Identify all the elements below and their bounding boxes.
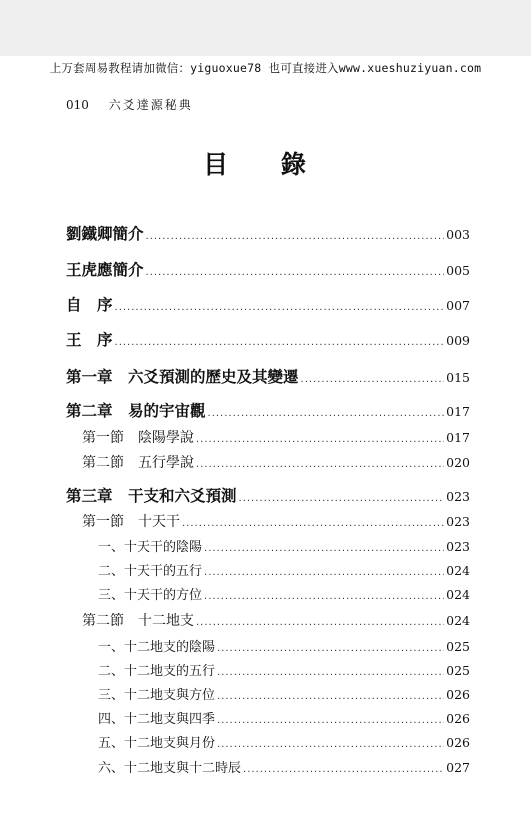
- toc-entry-label: 第二章 易的宇宙觀: [66, 402, 206, 420]
- dot-leader: [217, 643, 444, 654]
- toc-entry[interactable]: [66, 636, 470, 655]
- dot-leader: [146, 231, 445, 242]
- toc-entry-page: 005: [446, 263, 470, 278]
- dot-leader: [208, 408, 445, 419]
- toc-entry-page: 009: [446, 333, 470, 348]
- toc-entry-page: 024: [446, 563, 470, 578]
- dot-leader: [204, 591, 444, 602]
- toc-entry[interactable]: [66, 660, 470, 679]
- toc-entry[interactable]: [66, 684, 470, 703]
- toc-entry-label: 自 序: [66, 296, 113, 314]
- dot-leader: [204, 567, 444, 578]
- toc-entry-label: 四、十二地支與四季: [98, 712, 216, 727]
- toc-entry-label: 二、十天干的五行: [98, 564, 203, 579]
- toc-entry[interactable]: [66, 757, 470, 776]
- toc-entry-page: 023: [446, 539, 470, 554]
- toc-entry-page: 023: [446, 514, 470, 529]
- dot-leader: [115, 337, 445, 348]
- wechat-banner: 上万套周易教程请加微信：yiguoxue78 也可直接进入www.xueshuziyuan.com: [49, 61, 482, 75]
- toc-entry-label: 王虎應簡介: [66, 261, 144, 279]
- toc-entry[interactable]: [66, 560, 470, 579]
- running-head-book-title: 六爻達源秘典: [108, 98, 193, 112]
- dot-leader: [217, 739, 444, 750]
- toc-entry-label: 第一章 六爻預測的歷史及其變遷: [66, 368, 299, 386]
- toc-entry-label: 五、十二地支與月份: [98, 736, 216, 751]
- toc-entry-page: 024: [446, 613, 470, 628]
- dot-leader: [196, 617, 444, 628]
- toc-entry-label: 第二節 十二地支: [82, 613, 194, 629]
- dot-leader: [146, 267, 445, 278]
- toc-entry-label: 王 序: [66, 331, 113, 349]
- dot-leader: [243, 764, 444, 775]
- dot-leader: [204, 543, 444, 554]
- toc-entry[interactable]: [66, 732, 470, 751]
- toc-entry-page: 025: [446, 639, 470, 654]
- toc-entry-label: 第一節 十天干: [82, 514, 180, 530]
- running-head: [66, 96, 193, 113]
- toc-entry-page: 017: [446, 430, 470, 445]
- toc-entry-page: 015: [446, 370, 470, 385]
- dot-leader: [196, 459, 444, 470]
- toc-entry-page: 026: [446, 735, 470, 750]
- dot-leader: [301, 374, 445, 385]
- toc-entry[interactable]: [66, 484, 470, 506]
- toc-entry-label: 三、十天干的方位: [98, 588, 203, 603]
- toc-entry[interactable]: [66, 584, 470, 603]
- toc-entry[interactable]: [66, 427, 470, 447]
- toc-entry-page: 024: [446, 587, 470, 602]
- dot-leader: [196, 434, 444, 445]
- toc-entry[interactable]: [66, 222, 470, 244]
- toc-entry[interactable]: [66, 365, 470, 387]
- dot-leader: [182, 518, 444, 529]
- toc-entry[interactable]: [66, 258, 470, 280]
- dot-leader: [115, 302, 445, 313]
- top-margin-band: [0, 0, 531, 56]
- toc-entry-page: 007: [446, 298, 470, 313]
- toc-entry-label: 一、十天干的陰陽: [98, 540, 203, 555]
- toc-entry[interactable]: [66, 536, 470, 555]
- toc-entry[interactable]: [66, 452, 470, 472]
- toc-entry-label: 六、十二地支與十二時辰: [98, 761, 242, 776]
- toc-entry-page: 026: [446, 711, 470, 726]
- toc-entry-label: 劉鐵卿簡介: [66, 225, 144, 243]
- toc-entry[interactable]: [66, 399, 470, 421]
- toc-entry[interactable]: [66, 708, 470, 727]
- toc-entry-page: 027: [446, 760, 470, 775]
- toc-entry-label: 一、十二地支的陰陽: [98, 640, 216, 655]
- dot-leader: [217, 715, 444, 726]
- dot-leader: [239, 493, 445, 504]
- toc-entry[interactable]: [66, 610, 470, 630]
- toc-entry-page: 025: [446, 663, 470, 678]
- toc-entry[interactable]: [66, 328, 470, 350]
- running-head-page-number: 010: [66, 98, 89, 112]
- toc-entry-page: 020: [446, 455, 470, 470]
- toc-entry-label: 第三章 干支和六爻預測: [66, 487, 237, 505]
- toc-entry-label: 二、十二地支的五行: [98, 664, 216, 679]
- dot-leader: [217, 667, 444, 678]
- toc-entry-label: 三、十二地支與方位: [98, 688, 216, 703]
- toc-entry-page: 023: [446, 489, 470, 504]
- toc-entry-label: 第一節 陰陽學說: [82, 430, 194, 446]
- toc-entry[interactable]: [66, 511, 470, 531]
- toc-entry-page: 026: [446, 687, 470, 702]
- toc-entry-label: 第二節 五行學說: [82, 455, 194, 471]
- toc-entry[interactable]: [66, 293, 470, 315]
- toc-title: 目 錄: [203, 150, 328, 179]
- toc-entry-page: 003: [446, 227, 470, 242]
- toc-entry-page: 017: [446, 404, 470, 419]
- dot-leader: [217, 691, 444, 702]
